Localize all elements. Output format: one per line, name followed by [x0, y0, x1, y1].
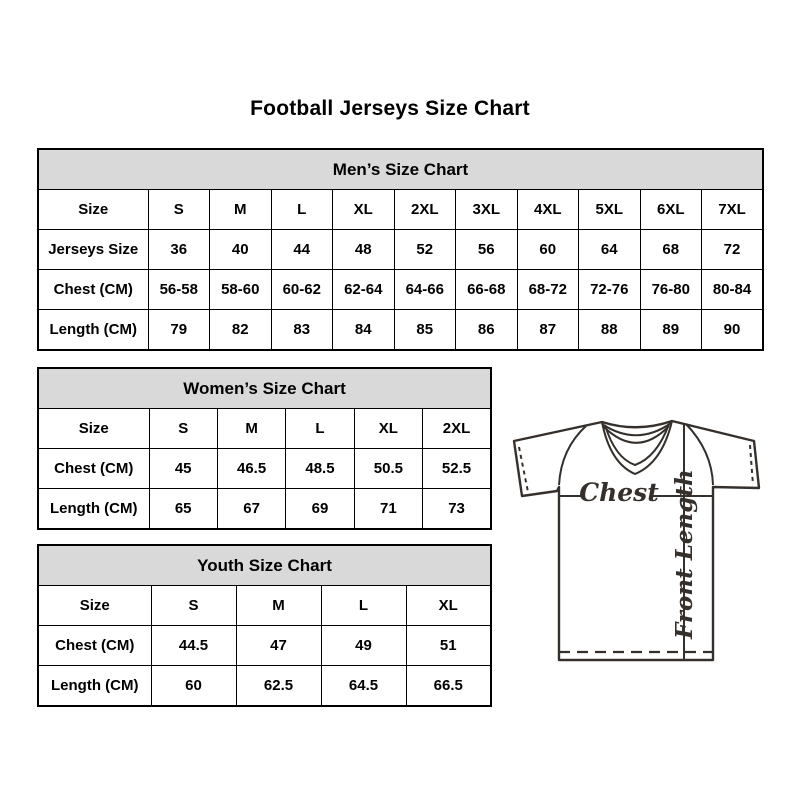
- column-header: 2XL: [394, 190, 456, 230]
- value-cell: 48.5: [286, 449, 354, 489]
- value-cell: 62-64: [333, 270, 395, 310]
- column-header: S: [149, 409, 217, 449]
- youth-size-table: [37, 544, 492, 707]
- value-cell: 68: [640, 230, 702, 270]
- value-cell: 58-60: [210, 270, 272, 310]
- value-cell: 60-62: [271, 270, 333, 310]
- value-cell: 80-84: [702, 270, 764, 310]
- value-cell: 72: [702, 230, 764, 270]
- column-header: XL: [333, 190, 395, 230]
- value-cell: 60: [151, 666, 236, 707]
- value-cell: 46.5: [217, 449, 285, 489]
- size-header-label: Size: [38, 190, 148, 230]
- value-cell: 65: [149, 489, 217, 530]
- column-header: 5XL: [579, 190, 641, 230]
- value-cell: 48: [333, 230, 395, 270]
- column-header: M: [236, 586, 321, 626]
- value-cell: 40: [210, 230, 272, 270]
- column-header: S: [151, 586, 236, 626]
- size-header-label: Size: [38, 409, 149, 449]
- value-cell: 44: [271, 230, 333, 270]
- column-header: 6XL: [640, 190, 702, 230]
- value-cell: 52.5: [423, 449, 491, 489]
- value-cell: 36: [148, 230, 210, 270]
- jersey-measurement-diagram: [502, 399, 766, 673]
- value-cell: 83: [271, 310, 333, 351]
- womens-size-table: [37, 367, 492, 530]
- value-cell: 50.5: [354, 449, 422, 489]
- value-cell: 73: [423, 489, 491, 530]
- value-cell: 67: [217, 489, 285, 530]
- value-cell: 85: [394, 310, 456, 351]
- value-cell: 64.5: [321, 666, 406, 707]
- table-title: Women’s Size Chart: [38, 368, 491, 409]
- value-cell: 44.5: [151, 626, 236, 666]
- column-header: 4XL: [517, 190, 579, 230]
- value-cell: 82: [210, 310, 272, 351]
- page-title: Football Jerseys Size Chart: [250, 97, 530, 120]
- column-header: M: [217, 409, 285, 449]
- row-label: Chest (CM): [38, 449, 149, 489]
- value-cell: 71: [354, 489, 422, 530]
- row-label: Chest (CM): [38, 626, 151, 666]
- size-table: [37, 367, 492, 530]
- value-cell: 64: [579, 230, 641, 270]
- value-cell: 49: [321, 626, 406, 666]
- front-length-measure-label: Front Length: [671, 469, 698, 639]
- size-header-label: Size: [38, 586, 151, 626]
- value-cell: 68-72: [517, 270, 579, 310]
- column-header: XL: [406, 586, 491, 626]
- value-cell: 89: [640, 310, 702, 351]
- column-header: 7XL: [702, 190, 764, 230]
- value-cell: 72-76: [579, 270, 641, 310]
- table-title: Youth Size Chart: [38, 545, 491, 586]
- value-cell: 62.5: [236, 666, 321, 707]
- value-cell: 87: [517, 310, 579, 351]
- column-header: L: [321, 586, 406, 626]
- value-cell: 45: [149, 449, 217, 489]
- value-cell: 79: [148, 310, 210, 351]
- column-header: S: [148, 190, 210, 230]
- row-label: Length (CM): [38, 666, 151, 707]
- size-table: [37, 148, 764, 351]
- size-table: [37, 544, 492, 707]
- value-cell: 52: [394, 230, 456, 270]
- column-header: 3XL: [456, 190, 518, 230]
- jersey-outline: [514, 421, 759, 660]
- row-label: Length (CM): [38, 489, 149, 530]
- value-cell: 56-58: [148, 270, 210, 310]
- column-header: M: [210, 190, 272, 230]
- value-cell: 47: [236, 626, 321, 666]
- value-cell: 90: [702, 310, 764, 351]
- column-header: 2XL: [423, 409, 491, 449]
- value-cell: 86: [456, 310, 518, 351]
- value-cell: 84: [333, 310, 395, 351]
- row-label: Length (CM): [38, 310, 148, 351]
- value-cell: 51: [406, 626, 491, 666]
- value-cell: 69: [286, 489, 354, 530]
- row-label: Chest (CM): [38, 270, 148, 310]
- column-header: L: [286, 409, 354, 449]
- value-cell: 76-80: [640, 270, 702, 310]
- column-header: XL: [354, 409, 422, 449]
- value-cell: 60: [517, 230, 579, 270]
- value-cell: 88: [579, 310, 641, 351]
- table-title: Men’s Size Chart: [38, 149, 763, 190]
- column-header: L: [271, 190, 333, 230]
- mens-size-table: [37, 148, 764, 351]
- value-cell: 66-68: [456, 270, 518, 310]
- value-cell: 66.5: [406, 666, 491, 707]
- value-cell: 64-66: [394, 270, 456, 310]
- row-label: Jerseys Size: [38, 230, 148, 270]
- chest-measure-label: Chest: [579, 478, 659, 507]
- value-cell: 56: [456, 230, 518, 270]
